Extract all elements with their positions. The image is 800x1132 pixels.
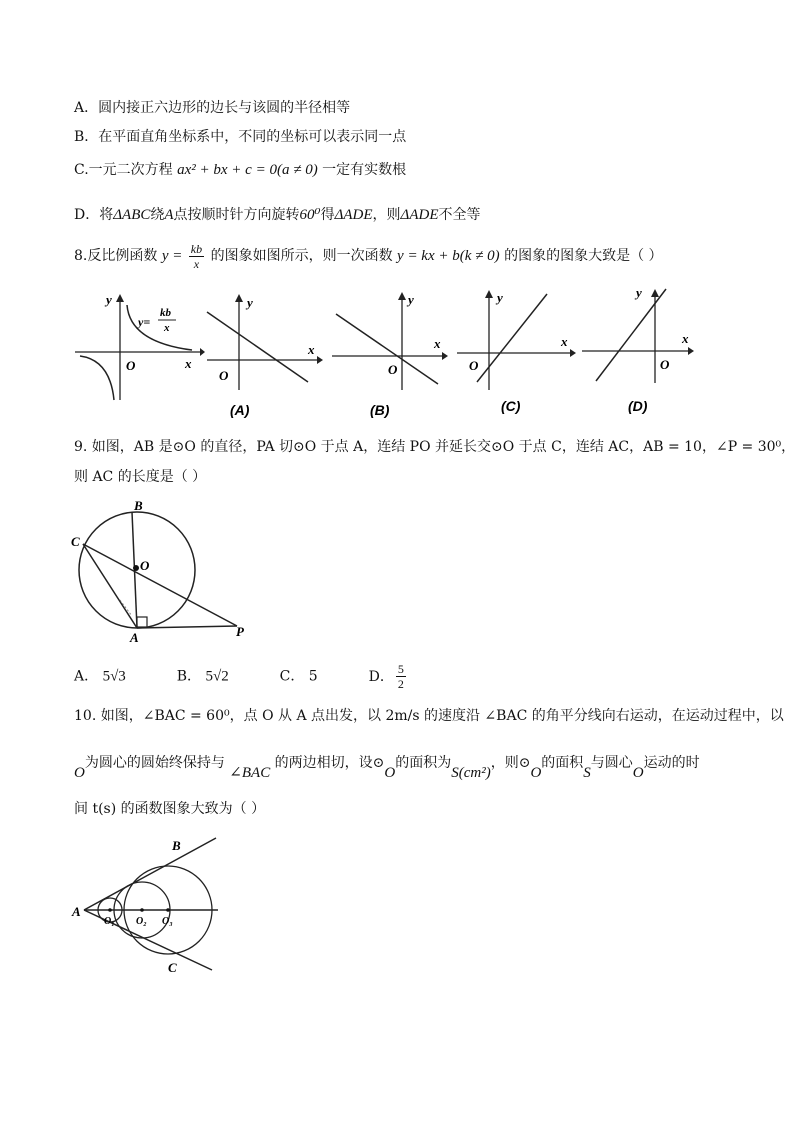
q8-a-y: y (247, 295, 253, 310)
q8-question (74, 239, 663, 273)
q10-line2-a: 为圆心的圆始终保持与 (84, 755, 225, 771)
q10-line2-f: 与圆心 (590, 755, 633, 771)
q8-func-lhs: y = (161, 248, 183, 264)
q9-choice-d-label: D． (368, 668, 394, 685)
q10-o-1: O (74, 765, 85, 781)
q8-graph-o: O (126, 358, 136, 373)
q7-d-mid1: 绕 (150, 207, 165, 223)
q8-func-num: kb (190, 241, 203, 256)
q8-graph-func-lhs: y= (138, 315, 151, 329)
q7-c-prefix: C.一元二次方程 (74, 162, 173, 178)
q9-choice-d-den: 2 (397, 677, 404, 691)
q7-d-end: 不全等 (438, 207, 481, 223)
q10-line2-c: 的面积为 (395, 755, 452, 771)
q10-label-b: B (172, 838, 181, 853)
q8-option-a-label: (A) (230, 402, 250, 418)
q7-option-d (74, 205, 481, 225)
q7-d-prefix: D．将 (74, 207, 114, 223)
q8-hyperbola-graph (70, 290, 205, 405)
q10-angle: ∠BAC (229, 765, 271, 781)
q7-option-b: B．在平面直角坐标系中，不同的坐标可以表示同一点 (74, 129, 407, 145)
q9-choice-a-label: A． (74, 668, 99, 685)
q9-choice-b-value: 5√2 (205, 668, 229, 685)
q8-d-o: O (660, 357, 670, 372)
q10-line2-b: 的两边相切，设⊙ (274, 755, 385, 771)
q8-b-o: O (388, 362, 398, 377)
q9-question-line2: 则 AC 的长度是（ ） (74, 469, 207, 485)
q9-figure (70, 500, 250, 650)
q8-option-b-graph[interactable] (330, 290, 450, 420)
q8-graph-y: y (106, 292, 112, 307)
q10-label-o3: O₃ (162, 916, 173, 927)
q9-choice-c-label: C． (279, 668, 305, 685)
q8-c-y: y (497, 290, 503, 305)
q9-label-o: O (140, 558, 150, 573)
q7-option-a: A．圆内接正六边形的边长与该圆的半径相等 (74, 100, 351, 116)
q8-graph-x: x (185, 356, 192, 371)
q10-label-a: A (72, 904, 81, 919)
q8-graph-func-num: kb (160, 307, 171, 319)
q9-choice-d-fraction (396, 662, 406, 691)
q8-a-o: O (219, 368, 229, 383)
q10-o-3: O (530, 765, 542, 781)
q7-c-equation: ax² + bx + c = 0(a ≠ 0) (177, 162, 318, 178)
q9-choice-c[interactable] (280, 669, 318, 685)
q7-d-mid3: 得 (320, 207, 335, 223)
q9-choice-d[interactable] (368, 662, 408, 691)
q9-question-line1: 9. 如图，AB 是⊙O 的直径，PA 切⊙O 于点 A，连结 PO 并延长交⊙O 于点 C，连结 AC，AB = 10，∠P = 30⁰， (74, 439, 796, 455)
q9-choices (74, 662, 408, 691)
q7-d-point: A (164, 207, 174, 223)
q8-func-den: x (193, 256, 200, 271)
q9-choice-c-value: 5 (308, 668, 318, 685)
q8-option-c-label: (C) (501, 398, 521, 414)
q8-option-a-graph[interactable] (205, 290, 325, 420)
q10-o-2: O (384, 765, 396, 781)
q8-d-x: x (682, 331, 689, 346)
q9-label-b: B (134, 498, 143, 513)
q8-option-c-graph[interactable] (455, 290, 580, 420)
q8-b-y: y (408, 292, 414, 307)
q10-o-4: O (632, 765, 644, 781)
q8-option-d-label: (D) (628, 398, 648, 414)
q8-func-fraction (189, 242, 204, 271)
q10-line2-g: 运动的时 (643, 755, 700, 771)
q10-label-o1: O₁ (104, 916, 115, 927)
q7-d-angle: 60⁰ (299, 207, 321, 223)
q8-graph-func-den: x (164, 322, 170, 334)
q7-option-c (74, 160, 406, 180)
q7-c-suffix: 一定有实数根 (322, 162, 407, 178)
q8-d-y: y (636, 285, 642, 300)
q7-d-tri3: ΔADE (400, 207, 439, 223)
q8-mid: 的图象如图所示，则一次函数 (210, 248, 393, 264)
q8-c-x: x (561, 334, 568, 349)
q8-linear: y = kx + b(k ≠ 0) (397, 248, 500, 264)
q9-label-c: C (71, 534, 80, 549)
q9-choice-a-value: 5√3 (102, 668, 126, 685)
q9-choice-b[interactable] (177, 669, 229, 685)
q8-option-b-label: (B) (370, 402, 390, 418)
q10-label-o2: O₂ (136, 916, 147, 927)
q7-d-mid4: ，则 (372, 207, 401, 223)
q10-question-line2 (74, 748, 700, 781)
q8-option-d-graph[interactable] (580, 285, 700, 420)
q9-choice-a[interactable] (74, 669, 126, 685)
q10-figure (70, 832, 230, 977)
q10-line2-d: ，则⊙ (490, 755, 531, 771)
q8-suffix: 的图象的图象大致是（ ） (504, 248, 663, 264)
q10-line2-e: 的面积 (541, 755, 584, 771)
q9-label-a: A (130, 630, 139, 645)
q10-s-units: S(cm²) (451, 765, 491, 781)
q10-question-line1: 10. 如图，∠BAC = 60⁰，点 O 从 A 点出发，以 2m/s 的速度沿 ∠BAC 的角平分线向右运动，在运动过程中，以 (74, 708, 784, 724)
q8-prefix: 8.反比例函数 (74, 248, 158, 264)
q10-s: S (583, 765, 591, 781)
q9-choice-b-label: B． (176, 668, 202, 685)
q9-choice-d-num: 5 (397, 662, 404, 676)
q8-b-x: x (434, 336, 441, 351)
q7-d-tri1: ΔABC (113, 207, 151, 223)
q7-d-mid2: 点按顺时针方向旋转 (173, 207, 300, 223)
q10-question-line3: 间 t(s) 的函数图象大致为（ ） (74, 801, 266, 817)
q7-d-tri2: ΔADE (334, 207, 373, 223)
q8-c-o: O (469, 358, 479, 373)
q8-a-x: x (308, 342, 315, 357)
q9-label-p: P (236, 624, 244, 639)
q10-label-c: C (168, 960, 177, 975)
